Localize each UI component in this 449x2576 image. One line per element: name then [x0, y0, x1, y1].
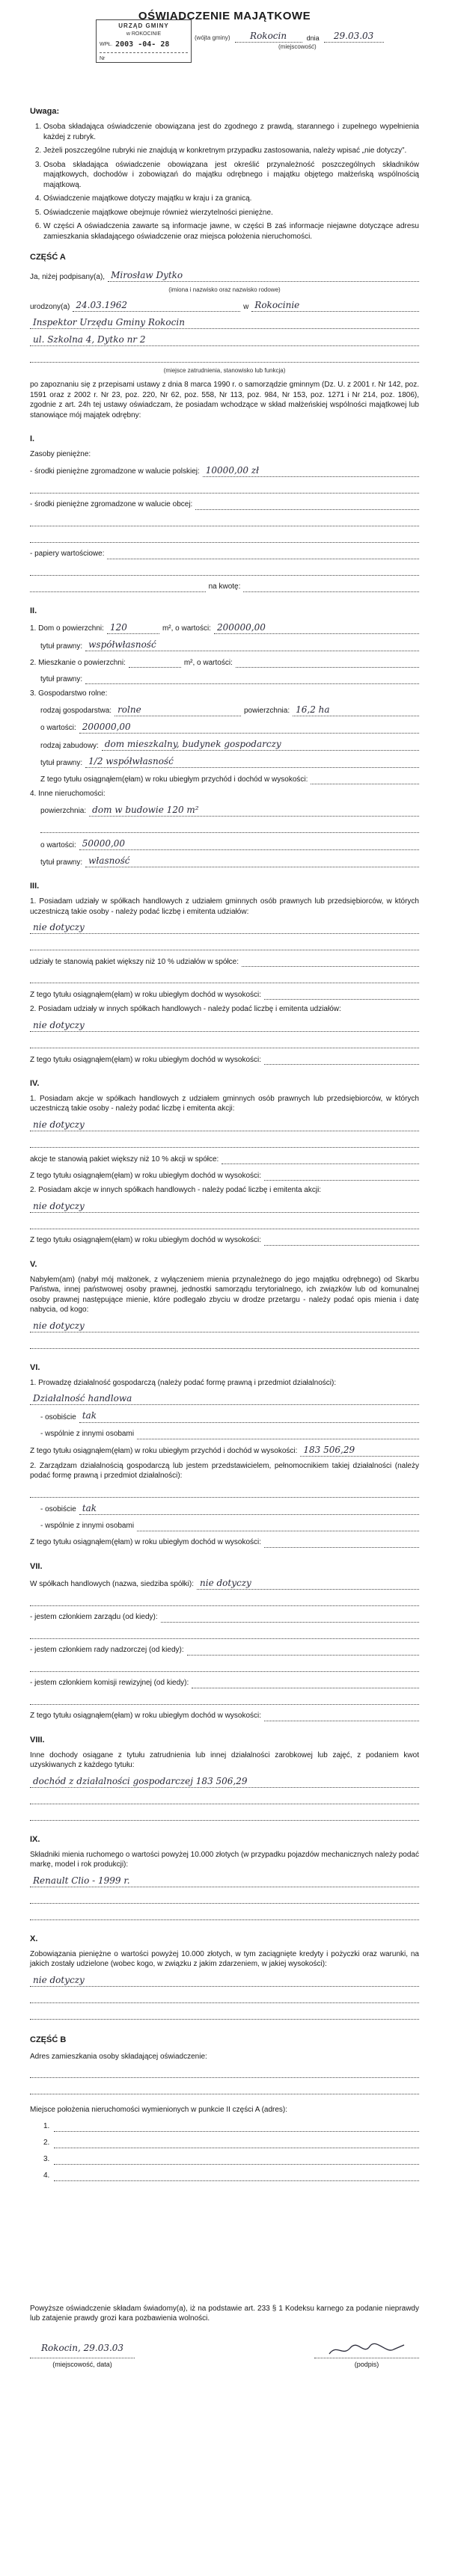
pln-value: 10000,00 zł [203, 464, 419, 477]
mieszk-value [236, 656, 419, 668]
dom-area-value: 120 [107, 621, 159, 634]
sec7-value: nie dotyczy [197, 1577, 419, 1590]
section-ix-heading: IX. [30, 1834, 40, 1844]
czesc-b-adres-label: Adres zamieszkania osoby składającej oświadczenie: [30, 2052, 207, 2061]
papiery-value [107, 547, 419, 559]
sec3-p1: 1. Posiadam udziały w spółkach handlowych z udziałem gminnych osób prawnych lub przedsiębiorców, w których uczestniczą takie osoby - należy podać liczbę i emitenta udziałów: [30, 897, 419, 916]
czesc-b-list [43, 2121, 419, 2181]
sec4-dochod1-label: Z tego tytułu osiągnąłem(ęłam) w roku ubiegłym dochód w wysokości: [30, 1171, 262, 1180]
sec6-wspolnie2-label: - wspólnie z innymi osobami [40, 1522, 135, 1531]
dom-tytul-label: tytuł prawny: [40, 642, 83, 651]
uwaga-item: 6. W części A oświadczenia zawarte są informacje jawne, w części B zaś informacje niejawne dotyczące adresu zamieszkania składającego oświadczenie oraz miejsca położenia nieruchomości. [43, 221, 419, 242]
work-value-2: ul. Szkolna 4, Dytko nr 2 [30, 333, 419, 346]
czesc-b-heading: CZĘŚĆ B [30, 2035, 67, 2045]
dom-tytul-value: współwłasność [85, 639, 419, 651]
gosp-tytul-label: tytuł prawny: [40, 758, 83, 767]
sec7-komisja-label: - jestem członkiem komisji rewizyjnej (od kiedy): [30, 1679, 189, 1688]
sec6-p1: 1. Prowadzę działalność gospodarczą (należy podać formę prawną i przedmiot działalności): [30, 1378, 337, 1387]
uwaga-section [30, 106, 419, 242]
section-viii-heading: VIII. [30, 1735, 45, 1745]
gosp-dochod-label: Z tego tytułu osiągnąłem(ęłam) w roku ubiegłym przychód i dochód w wysokości: [40, 775, 308, 784]
intro-paragraph: po zapoznaniu się z przepisami ustawy z dnia 8 marca 1990 r. o samorządzie gminnym (Dz. U. z 2001 r. Nr 142, poz. 1591 oraz z 2002 r. Nr 23, poz. 220, Nr 62, poz. 558, Nr 113, poz. 984, Nr 153, poz. 1271 i Nr 214, poz. 1806), zgodnie z art. 24h tej ustawy oświadczam, że posiadam wchodzące w skład małżeńskiej wspólności majątkowej lub stanowiące mój majątek odrębny: [30, 381, 419, 419]
stamp-line1: URZĄD GMINY [118, 22, 169, 29]
name-line [30, 269, 419, 282]
sec6-osobiscie2-value: tak [79, 1502, 419, 1515]
document-title: OŚWIADCZENIE MAJĄTKOWE [138, 10, 311, 22]
section-iv-heading: IV. [30, 1079, 40, 1089]
signature-block [314, 2342, 419, 2369]
stamp-wpl-label: WPŁ. [100, 42, 113, 48]
sec3-p2: 2. Posiadam udziały w innych spółkach handlowych - należy podać liczbę i emitenta udziałów: [30, 1005, 341, 1014]
work-value: Inspektor Urzędu Gminy Rokocin [30, 316, 419, 329]
sec8-value: dochód z działalności gospodarczej 183 506,29 [30, 1775, 419, 1788]
uwaga-item: 2. Jeżeli poszczególne rubryki nie znajdują w konkretnym przypadku zastosowania, należy wpisać „nie dotyczy”. [43, 146, 419, 156]
sec5-text: Nabyłem(am) (nabył mój małżonek, z wyłączeniem mienia przynależnego do jego majątku odrębnego) od Skarbu Państwa, innej państwowej osoby prawnej, jednostki samorządu terytorialnego, ich związków lub od komunalnej osoby prawnej następujące mienie, które podlegało zbyciu w drodze przetargu - należy podać opis mienia i datę nabycia, od kogo: [30, 1275, 419, 1315]
sec9-text: Składniki mienia ruchomego o wartości powyżej 10.000 złotych (w przypadku pojazdów mechanicznych należy podać markę, model i rok produkcji): [30, 1850, 419, 1869]
dom-value: 200000,00 [214, 621, 419, 634]
sec4-p1: 1. Posiadam akcje w spółkach handlowych z udziałem gminnych osób prawnych lub przedsiębiorców, w których uczestniczą takie osoby - należy podać liczbę i emitenta akcji: [30, 1094, 419, 1113]
sec6-p1-value: Działalność handlowa [30, 1392, 419, 1405]
mieszk-label: 2. Mieszkanie o powierzchni: [30, 658, 126, 667]
czesc-a-heading: CZĘŚĆ A [30, 253, 66, 262]
footer-statement: Powyższe oświadczenie składam świadomy(a), iż na podstawie art. 233 § 1 Kodeksu karnego za podanie nieprawdy lub zatajenie prawdy grozi kara pozbawienia wolności. [30, 2304, 419, 2323]
inne-wartosc-label: o wartości: [40, 840, 76, 849]
na-kwote-label: na kwotę: [208, 582, 241, 591]
uwaga-item: 4. Oświadczenie majątkowe dotyczy majątku w kraju i za granicą. [43, 194, 419, 204]
section-iii-heading: III. [30, 882, 40, 891]
list-item: 3. [43, 2154, 419, 2165]
sec3-dochod1-label: Z tego tytułu osiągnąłem(ęłam) w roku ubiegłym dochód w wysokości: [30, 990, 262, 999]
inne-label: 4. Inne nieruchomości: [30, 790, 106, 799]
mieszk-area-value [129, 656, 181, 668]
urodzony-label: urodzony(a) [30, 302, 70, 311]
uwaga-item: 1. Osoba składająca oświadczenie obowiązana jest do zgodnego z prawdą, starannego i zupełnego wypełnienia każdej z rubryk. [43, 122, 419, 142]
signature-row [30, 2342, 419, 2369]
sec8-text: Inne dochody osiągane z tytułu zatrudnienia lub innej działalności zarobkowej lub zajęć, z podaniem kwot uzyskiwanych z każdego tytułu: [30, 1750, 419, 1770]
inne-wartosc-value: 50000,00 [79, 837, 419, 850]
place-date-block [30, 2342, 135, 2369]
sec6-dochod1-label: Z tego tytułu osiągnąłem(ęłam) w roku ubiegłym przychód i dochód w wysokości: [30, 1447, 298, 1456]
section-i-heading: I. [30, 434, 35, 444]
rodzaj-gosp-value: rolne [114, 704, 241, 716]
birth-date-value: 24.03.1962 [73, 299, 240, 312]
pln-label: - środki pieniężne zgromadzone w walucie polskiej: [30, 467, 200, 476]
czesc-b-miejsce-label: Miejsce położenia nieruchomości wymienionych w punkcie II części A (adres): [30, 2106, 288, 2115]
sec7-zarzad-label: - jestem członkiem zarządu (od kiedy): [30, 1613, 158, 1622]
zasoby-label: Zasoby pieniężne: [30, 450, 91, 459]
signature-scribble [322, 2342, 412, 2358]
w-label: w [243, 302, 249, 311]
gmina-prefix: (wójta gminy) [195, 34, 230, 42]
sec3-dochod2-label: Z tego tytułu osiągnąłem(ęłam) w roku ubiegłym dochód w wysokości: [30, 1055, 262, 1064]
sec6-dochod1-value: 183 506,29 [300, 1444, 419, 1457]
sec3-p1-value: nie dotyczy [30, 921, 419, 934]
footer-place-caption: (miejscowość, data) [52, 2360, 112, 2368]
sec4-p2: 2. Posiadam akcje w innych spółkach handlowych - należy podać liczbę i emitenta akcji: [30, 1186, 322, 1195]
mieszk-unit-label: m², o wartości: [183, 658, 233, 667]
sec6-osobiscie-value: tak [79, 1410, 419, 1422]
received-stamp [96, 19, 192, 63]
signature-line [314, 2342, 419, 2358]
sec6-p2: 2. Zarządzam działalnością gospodarczą lub jestem przedstawicielem, pełnomocnikiem takiej działalności (należy podać formę prawną i przedmiot działalności): [30, 1461, 419, 1481]
gosp-wartosc-value: 200000,00 [79, 721, 419, 734]
section-vi-heading: VI. [30, 1362, 40, 1372]
sec10-text: Zobowiązania pieniężne o wartości powyżej 10.000 złotych, w tym zaciągnięte kredyty i pożyczki oraz warunki, na jakich zostały udzielone (wobec kogo, w związku z jakim zdarzeniem, w jakiej wysokości): [30, 1949, 419, 1969]
list-item: 2. [43, 2138, 419, 2148]
inne-pow-value: dom w budowie 120 m² [89, 804, 419, 817]
uwaga-heading: Uwaga: [30, 107, 60, 117]
header-place-date [195, 30, 419, 43]
inne-tytul-label: tytuł prawny: [40, 858, 83, 867]
list-item: 1. [43, 2121, 419, 2132]
sec7-rada-label: - jestem członkiem rady nadzorczej (od kiedy): [30, 1646, 184, 1655]
footer-place-date-value: Rokocin, 29.03.03 [30, 2342, 135, 2358]
sec7-label: W spółkach handlowych (nazwa, siedziba spółki): [30, 1580, 194, 1589]
sec10-value: nie dotyczy [30, 1974, 419, 1987]
inne-pow-label: powierzchnia: [40, 807, 87, 816]
papiery-label: - papiery wartościowe: [30, 550, 105, 559]
uwaga-list [30, 122, 419, 242]
sec4-p1-value: nie dotyczy [30, 1119, 419, 1131]
name-caption: (imiona i nazwisko oraz nazwisko rodowe) [168, 286, 281, 294]
stamp-line2: w ROKOCINIE [126, 31, 162, 37]
sec4-akcje-label: akcje te stanowią pakiet większy niż 10 % akcji w spółce: [30, 1155, 219, 1163]
stamp-date: 2003 -04- 28 [115, 40, 170, 49]
gosp-wartosc-label: o wartości: [40, 724, 76, 733]
uwaga-item: 3. Osoba składająca oświadczenie obowiązana jest określić przynależność poszczególnych składników majątkowych, dochodów i zobowiązań do majątku odrębnego i majątku objętego małżeńską wspólnością majątkową. [43, 160, 419, 191]
sec5-value: nie dotyczy [30, 1320, 419, 1332]
sec7-dochod-label: Z tego tytułu osiągnąłem(ęłam) w roku ubiegłym dochód w wysokości: [30, 1712, 262, 1721]
name-value: Mirosław Dytko [108, 269, 419, 282]
footer-sign-caption: (podpis) [354, 2360, 379, 2368]
work-caption: (miejsce zatrudnienia, stanowisko lub funkcja) [163, 367, 286, 375]
rodzaj-zabud-value: dom mieszkalny, budynek gospodarczy [102, 738, 419, 751]
section-x-heading: X. [30, 1934, 38, 1943]
sec6-dochod2-label: Z tego tytułu osiągnąłem(ęłam) w roku ubiegłym dochód w wysokości: [30, 1538, 262, 1547]
rodzaj-gosp-label: rodzaj gospodarstwa: [40, 707, 112, 716]
sec6-wspolnie-label: - wspólnie z innymi osobami [40, 1430, 135, 1439]
sec3-p2-value: nie dotyczy [30, 1019, 419, 1032]
sec6-osobiscie2-label: - osobiście [40, 1505, 76, 1514]
gosp-tytul-value: 1/2 współwłasność [85, 755, 419, 768]
ja-nizej-label: Ja, niżej podpisany(a), [30, 272, 106, 281]
sec4-p2-value: nie dotyczy [30, 1200, 419, 1213]
mieszk-tytul-label: tytuł prawny: [40, 674, 83, 683]
stamp-nr-label: Nr [100, 55, 106, 61]
uwaga-item: 5. Oświadczenie majątkowe obejmuje również wierzytelności pieniężne. [43, 208, 419, 218]
birth-line [30, 299, 419, 312]
list-item: 4. [43, 2171, 419, 2181]
obca-label: - środki pieniężne zgromadzone w walucie obcej: [30, 500, 193, 509]
place-caption: (miejscowość) [278, 43, 317, 50]
dom-label: 1. Dom o powierzchni: [30, 624, 104, 633]
date-prefix: dnia [306, 34, 320, 43]
dom-unit-label: m², o wartości: [162, 624, 211, 633]
birth-place-value: Rokocinie [251, 299, 419, 312]
sec4-dochod2-label: Z tego tytułu osiągnąłem(ęłam) w roku ubiegłym dochód w wysokości: [30, 1236, 262, 1245]
sec6-osobiscie-label: - osobiście [40, 1413, 76, 1422]
gosp-label: 3. Gospodarstwo rolne: [30, 689, 108, 698]
powierzchnia-value: 16,2 ha [293, 704, 419, 716]
date-value: 29.03.03 [324, 30, 384, 43]
place-value: Rokocin [235, 30, 302, 43]
obca-value [195, 498, 419, 510]
powierzchnia-label: powierzchnia: [243, 707, 290, 716]
section-v-heading: V. [30, 1259, 37, 1269]
section-vii-heading: VII. [30, 1561, 43, 1571]
rodzaj-zabud-label: rodzaj zabudowy: [40, 741, 99, 750]
inne-tytul-value: własność [85, 855, 419, 867]
sec9-value: Renault Clio - 1999 r. [30, 1875, 419, 1887]
section-ii-heading: II. [30, 606, 37, 615]
sec3-udzialy-label: udziały te stanowią pakiet większy niż 10 % udziałów w spółce: [30, 957, 239, 966]
